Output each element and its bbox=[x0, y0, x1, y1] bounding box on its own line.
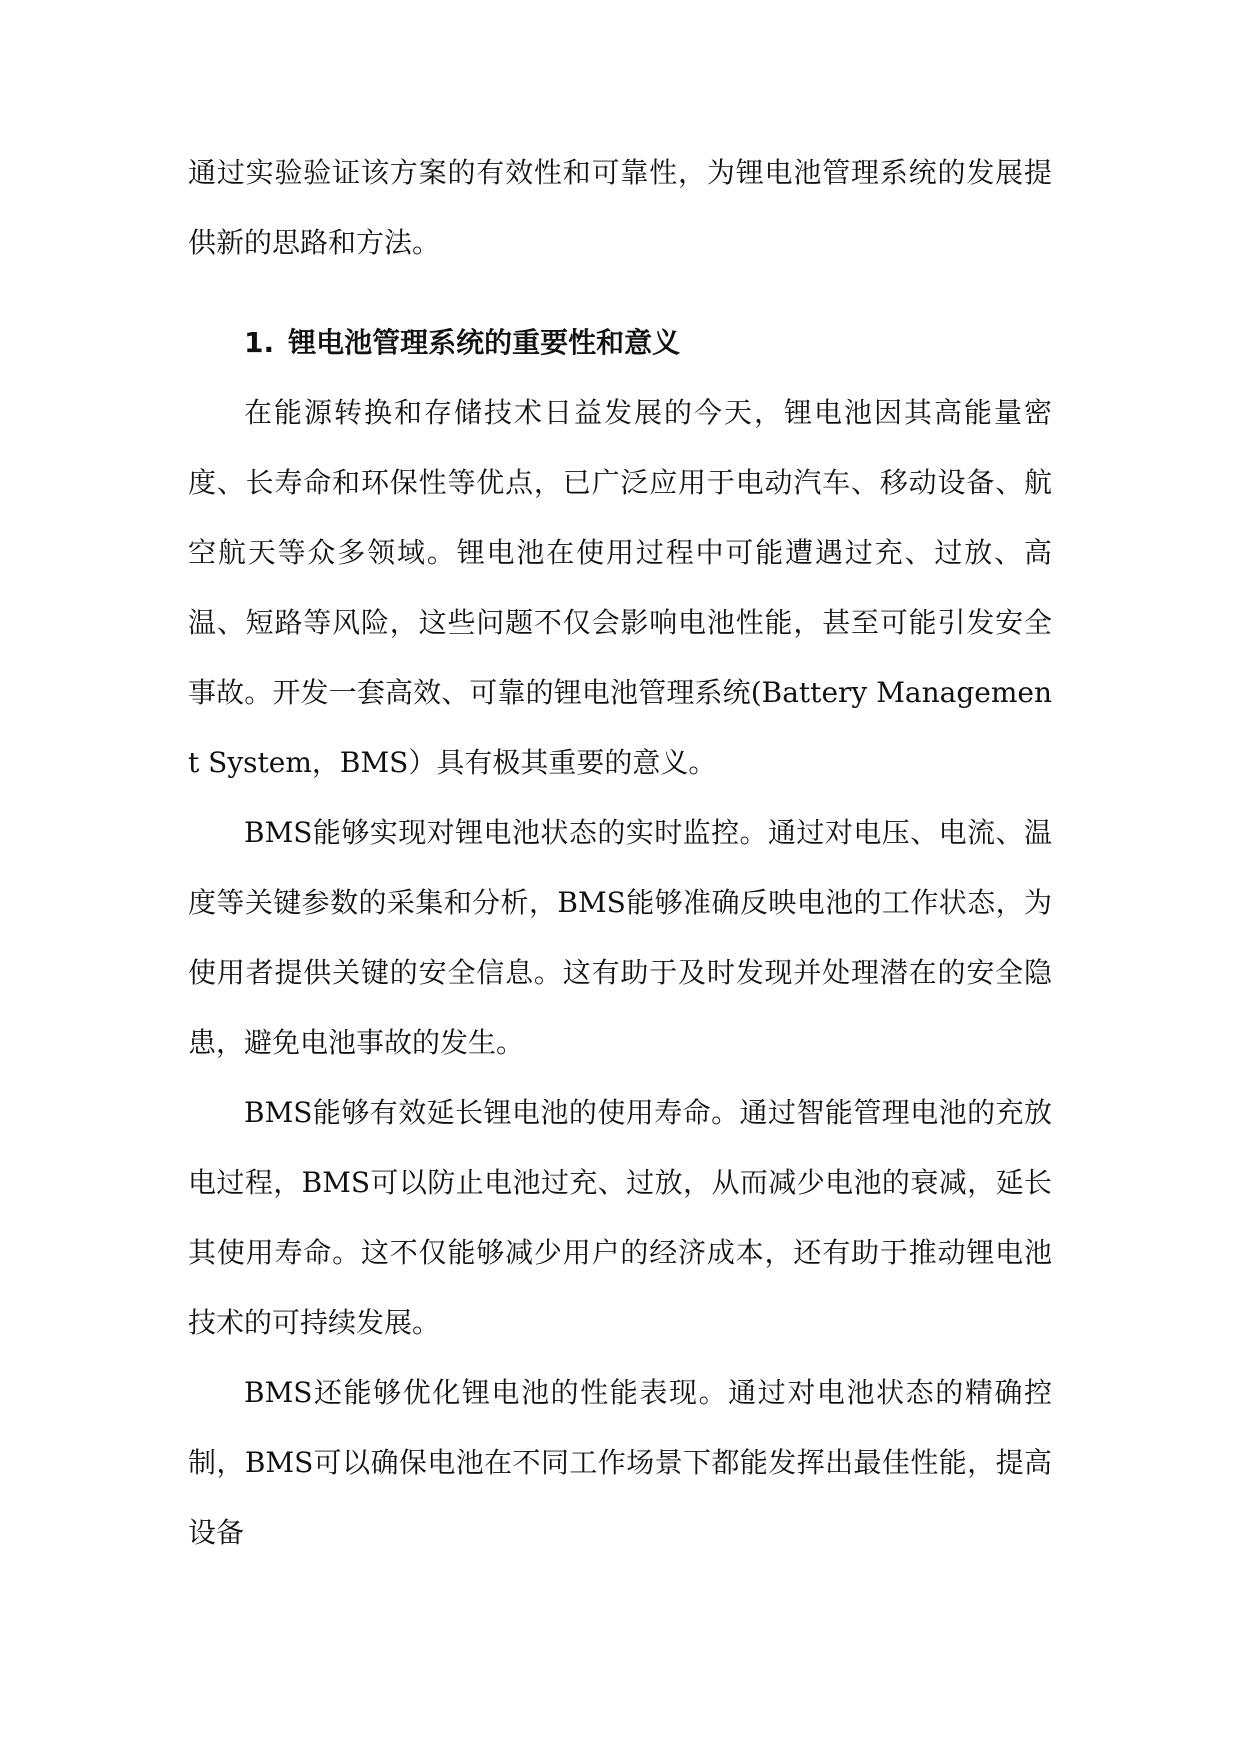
body-paragraph-1: 在能源转换和存储技术日益发展的今天，锂电池因其高能量密度、长寿命和环保性等优点，已广泛应用于电动汽车、移动设备、航空航天等众多领域。锂电池在使用过程中可能遭遇过充、过放、高温、短路等风险，这些问题不仅会影响电池性能，甚至可能引发安全事故。开发一套高效、可靠的锂电池管理系统(Battery Management System，BMS）具有极其重要的意义。 bbox=[188, 396, 1052, 779]
section-number: 1. bbox=[244, 326, 275, 359]
document-body bbox=[188, 138, 1052, 1568]
intro-paragraph: 通过实验验证该方案的有效性和可靠性，为锂电池管理系统的发展提供新的思路和方法。 bbox=[188, 156, 1052, 259]
body-paragraph-2: BMS能够实现对锂电池状态的实时监控。通过对电压、电流、温度等关键参数的采集和分析，BMS能够准确反映电池的工作状态，为使用者提供关键的安全信息。这有助于及时发现并处理潜在的安全隐患，避免电池事故的发生。 bbox=[188, 816, 1052, 1059]
section-title: 锂电池管理系统的重要性和意义 bbox=[288, 326, 681, 359]
body-paragraph-3: BMS能够有效延长锂电池的使用寿命。通过智能管理电池的充放电过程，BMS可以防止电池过充、过放，从而减少电池的衰减，延长其使用寿命。这不仅能够减少用户的经济成本，还有助于推动锂电池技术的可持续发展。 bbox=[188, 1096, 1052, 1339]
body-paragraph-4: BMS还能够优化锂电池的性能表现。通过对电池状态的精确控制，BMS可以确保电池在不同工作场景下都能发挥出最佳性能，提高设备 bbox=[188, 1376, 1052, 1549]
section-heading bbox=[188, 308, 1052, 378]
